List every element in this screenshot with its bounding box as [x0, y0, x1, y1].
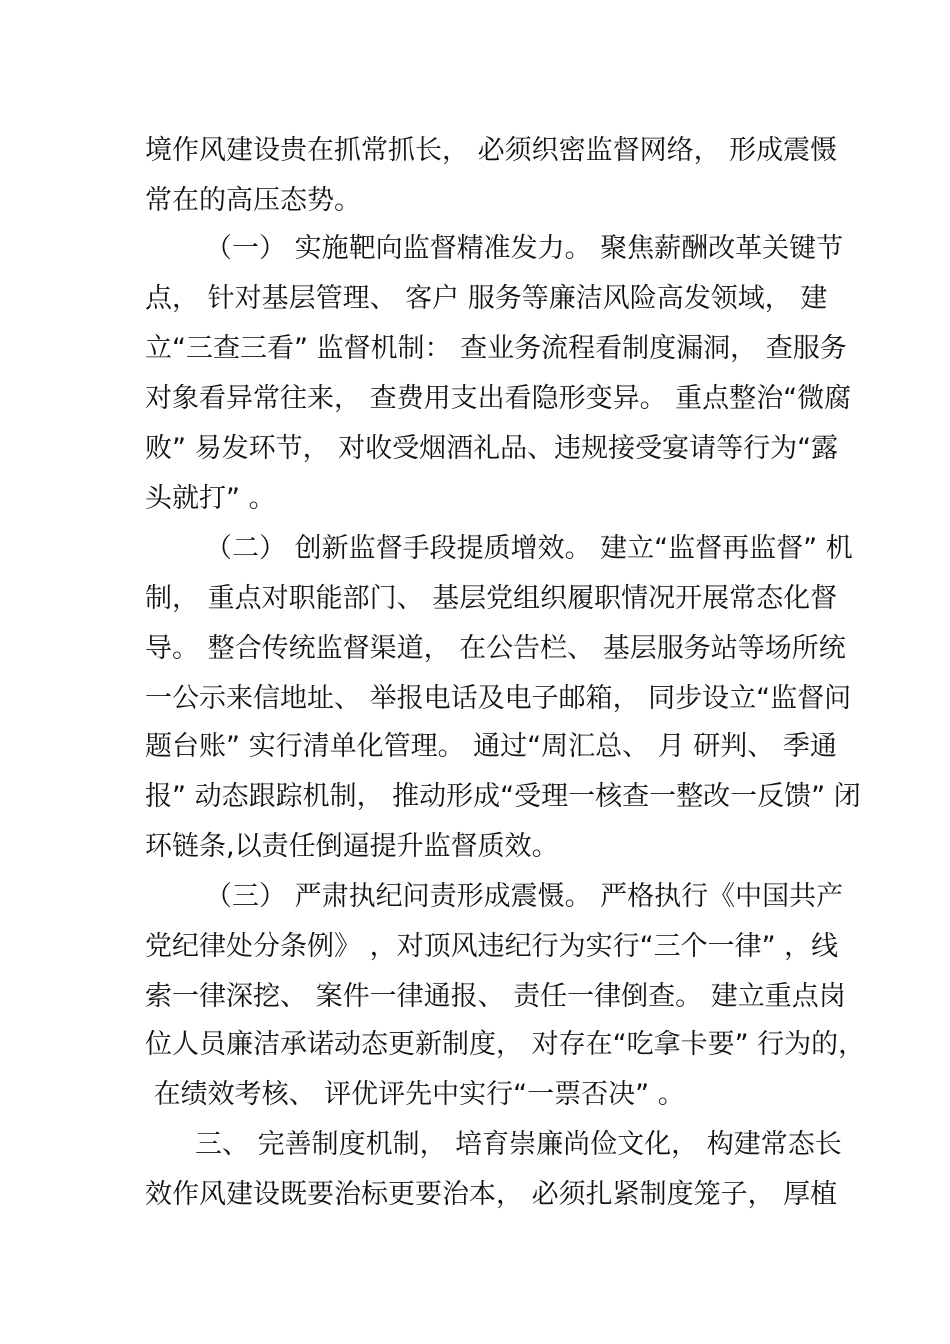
text-line: 索一律深挖、 案件一律通报、 责任一律倒查。 建立重点岗 — [145, 981, 846, 1012]
text-line: 常在的高压态势。 — [145, 185, 361, 216]
text-line: 头就打” 。 — [145, 483, 276, 514]
text-line: 对象看异常往来， 查费用支出看隐形变异。 重点整治“微腐 — [145, 383, 852, 414]
text-line: 题台账” 实行清单化管理。 通过“周汇总、 月 研判、 季通 — [145, 731, 837, 762]
text-line: 一公示来信地址、 举报电话及电子邮箱， 同步设立“监督问 — [145, 683, 852, 714]
text-line: 在绩效考核、 评优评先中实行“一票否决” 。 — [145, 1079, 685, 1110]
text-line: 报” 动态跟踪机制， 推动形成“受理一核查一整改一反馈” 闭 — [145, 781, 861, 812]
text-line: 三、 完善制度机制， 培育崇廉尚俭文化， 构建常态长 — [195, 1129, 842, 1160]
text-line: （一） 实施靶向监督精准发力。 聚焦薪酬改革关键节 — [205, 233, 844, 264]
text-line: 境作风建设贵在抓常抓长， 必须织密监督网络， 形成震慑 — [145, 135, 838, 166]
text-line: 环链条,以责任倒逼提升监督质效。 — [145, 831, 559, 862]
text-line: 立“三查三看” 监督机制： 查业务流程看制度漏洞， 查服务 — [145, 333, 847, 364]
text-line: 导。 整合传统监督渠道， 在公告栏、 基层服务站等场所统 — [145, 633, 846, 664]
text-line: 点， 针对基层管理、 客户 服务等廉洁风险高发领域， 建 — [145, 283, 828, 314]
text-line: （三） 严肃执纪问责形成震慑。 严格执行《中国共产 — [205, 881, 844, 912]
text-line: 败” 易发环节， 对收受烟酒礼品、违规接受宴请等行为“露 — [145, 433, 839, 464]
text-line: 效作风建设既要治标更要治本， 必须扎紧制度笼子， 厚植 — [145, 1179, 838, 1210]
text-line: 党纪律处分条例》 ，对顶风违纪行为实行“三个一律” ，线 — [145, 931, 839, 962]
text-line: 位人员廉洁承诺动态更新制度， 对存在“吃拿卡要” 行为的， — [145, 1029, 866, 1060]
text-line: （二） 创新监督手段提质增效。 建立“监督再监督” 机 — [205, 533, 853, 564]
text-line: 制， 重点对职能部门、 基层党组织履职情况开展常态化督 — [145, 583, 838, 614]
